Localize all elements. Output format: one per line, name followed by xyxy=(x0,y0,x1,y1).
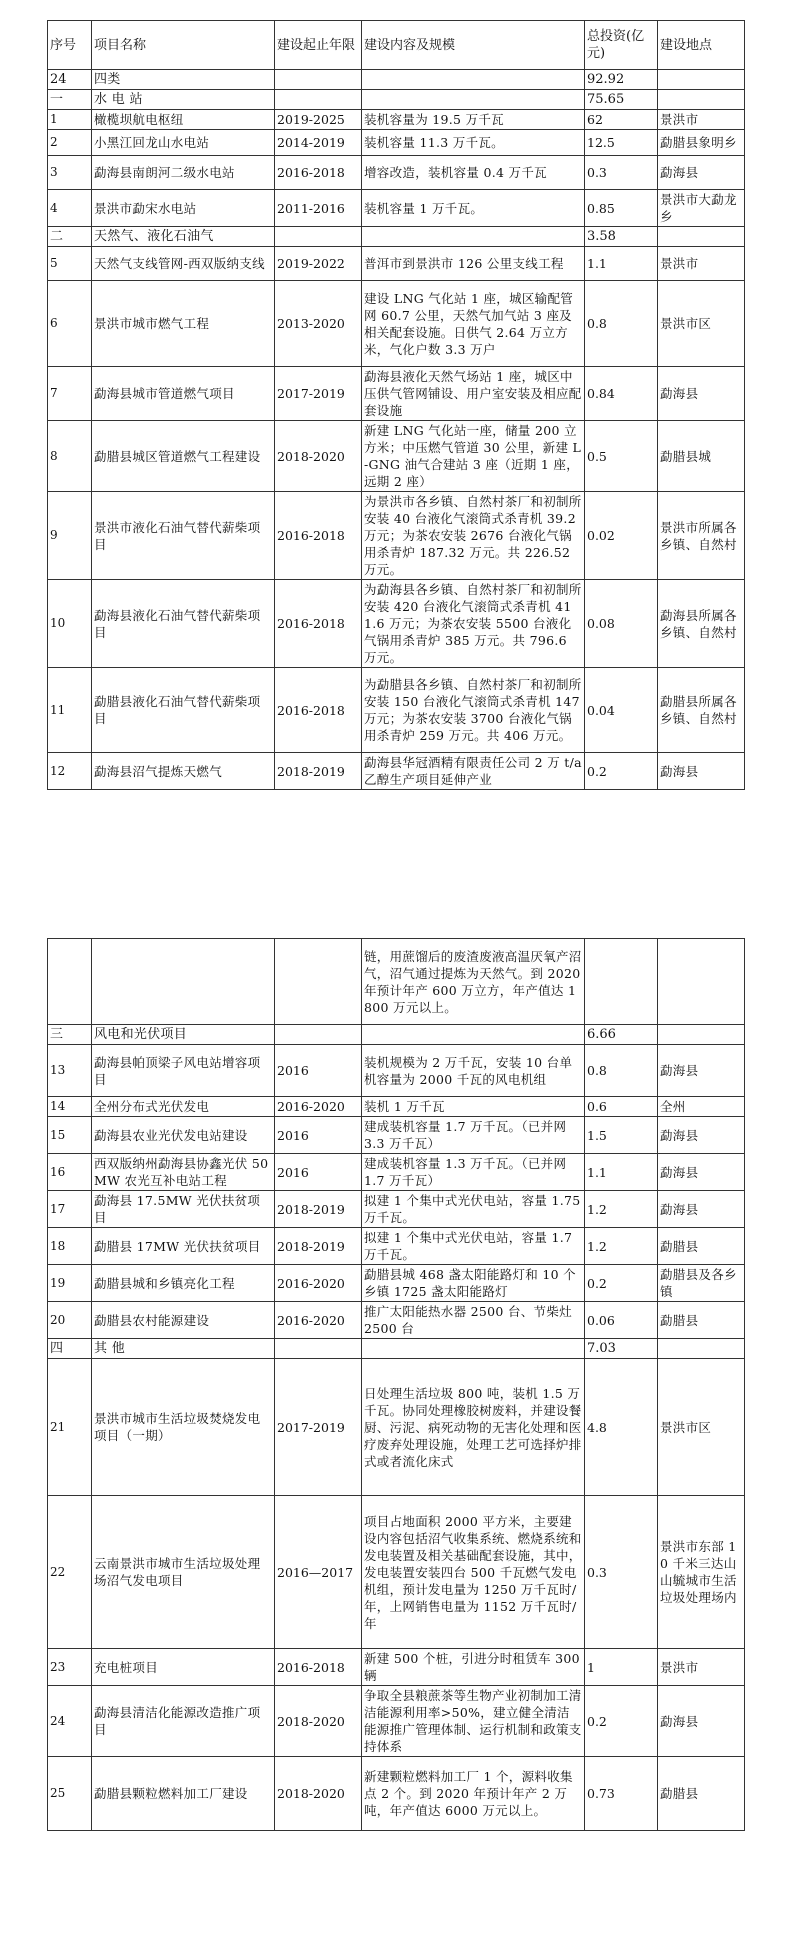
header-investment: 总投资(亿元) xyxy=(585,21,658,70)
cell-location: 勐海县 xyxy=(658,156,745,190)
cell-investment: 3.58 xyxy=(585,227,658,247)
cell-no: 四 xyxy=(48,1339,92,1359)
cell-no: 8 xyxy=(48,421,92,492)
cell-content: 增容改造，装机容量 0.4 万千瓦 xyxy=(362,156,585,190)
cell-years: 2016-2018 xyxy=(275,1649,362,1686)
cell-project-name: 勐腊县城和乡镇亮化工程 xyxy=(92,1265,275,1302)
cell-years: 2013-2020 xyxy=(275,281,362,367)
cell-location: 勐腊县 xyxy=(658,1302,745,1339)
project-table-part1 xyxy=(47,20,745,790)
cell-project-name: 景洪市勐宋水电站 xyxy=(92,190,275,227)
cell-years xyxy=(275,1025,362,1045)
cell-no: 25 xyxy=(48,1757,92,1831)
cell-location: 勐腊县城 xyxy=(658,421,745,492)
cell-investment: 0.04 xyxy=(585,668,658,753)
cell-years: 2016-2020 xyxy=(275,1097,362,1117)
cell-project-name: 云南景洪市城市生活垃圾处理场沼气发电项目 xyxy=(92,1496,275,1649)
cell-project-name: 小黑江回龙山水电站 xyxy=(92,130,275,156)
section-row xyxy=(48,70,745,90)
project-table-part2 xyxy=(47,938,745,1831)
cell-location: 勐腊县所属各乡镇、自然村 xyxy=(658,668,745,753)
cell-location xyxy=(658,90,745,110)
cell-content: 装机 1 万千瓦 xyxy=(362,1097,585,1117)
cell-no: 9 xyxy=(48,492,92,580)
cell-investment: 62 xyxy=(585,110,658,130)
cell-project-name: 其 他 xyxy=(92,1339,275,1359)
table-row xyxy=(48,1045,745,1097)
table-row xyxy=(48,1359,745,1496)
cell-project-name: 勐腊县液化石油气替代薪柴项目 xyxy=(92,668,275,753)
cell-content: 普洱市到景洪市 126 公里支线工程 xyxy=(362,247,585,281)
cell-no: 一 xyxy=(48,90,92,110)
cell-investment: 0.8 xyxy=(585,281,658,367)
cell-content: 为勐海县各乡镇、自然村茶厂和初制所安装 420 台液化气滚筒式杀青机 411.6 万元；为茶农安装 5500 台液化气锅用杀青炉 385 万元。共 796.6 万元。 xyxy=(362,580,585,668)
table-row xyxy=(48,1228,745,1265)
cell-content: 新建 LNG 气化站一座，储量 200 立方米；中压燃气管道 30 公里，新建 L-GNG 油气合建站 3 座（近期 1 座，远期 2 座） xyxy=(362,421,585,492)
cell-no: 21 xyxy=(48,1359,92,1496)
cell-location: 勐腊县 xyxy=(658,1228,745,1265)
cell-investment: 0.84 xyxy=(585,367,658,421)
cell-location xyxy=(658,1339,745,1359)
table-row xyxy=(48,110,745,130)
cell-no: 23 xyxy=(48,1649,92,1686)
cell-no: 16 xyxy=(48,1154,92,1191)
cell-investment: 75.65 xyxy=(585,90,658,110)
cell-years: 2016 xyxy=(275,1045,362,1097)
cell-project-name: 橄榄坝航电枢纽 xyxy=(92,110,275,130)
cell-years: 2016-2018 xyxy=(275,492,362,580)
cell-project-name: 勐腊县颗粒燃料加工厂建设 xyxy=(92,1757,275,1831)
cell-no: 10 xyxy=(48,580,92,668)
cell-location: 勐海县 xyxy=(658,1686,745,1757)
cell-years: 2017-2019 xyxy=(275,367,362,421)
cell-project-name: 风电和光伏项目 xyxy=(92,1025,275,1045)
cell-project-name: 勐腊县农村能源建设 xyxy=(92,1302,275,1339)
cell-location: 景洪市区 xyxy=(658,1359,745,1496)
cell-project-name xyxy=(92,939,275,1025)
cell-no: 7 xyxy=(48,367,92,421)
cell-years: 2016-2018 xyxy=(275,580,362,668)
cell-content: 争取全县粮蔗茶等生物产业初制加工清洁能源利用率>50%，建立健全清洁能源推广管理体制、运行机制和政策支持体系 xyxy=(362,1686,585,1757)
section-row xyxy=(48,1025,745,1045)
cell-years: 2019-2022 xyxy=(275,247,362,281)
cell-content: 装机容量为 19.5 万千瓦 xyxy=(362,110,585,130)
cell-content: 勐海县华冠酒精有限责任公司 2 万 t/a 乙醇生产项目延伸产业 xyxy=(362,753,585,790)
table-row xyxy=(48,281,745,367)
cell-years: 2018-2019 xyxy=(275,1191,362,1228)
cell-investment: 1.2 xyxy=(585,1191,658,1228)
cell-project-name: 勐海县 17.5MW 光伏扶贫项目 xyxy=(92,1191,275,1228)
cell-no: 14 xyxy=(48,1097,92,1117)
cell-location: 勐海县 xyxy=(658,753,745,790)
cell-location: 景洪市 xyxy=(658,1649,745,1686)
cell-no: 5 xyxy=(48,247,92,281)
table-row xyxy=(48,1117,745,1154)
cell-years: 2016—2017 xyxy=(275,1496,362,1649)
cell-location: 景洪市所属各乡镇、自然村 xyxy=(658,492,745,580)
table-row xyxy=(48,580,745,668)
cell-investment: 0.73 xyxy=(585,1757,658,1831)
cell-location: 景洪市区 xyxy=(658,281,745,367)
table-row xyxy=(48,753,745,790)
cell-investment: 0.8 xyxy=(585,1045,658,1097)
cell-years: 2016-2020 xyxy=(275,1302,362,1339)
cell-content xyxy=(362,1339,585,1359)
table-row xyxy=(48,1154,745,1191)
cell-content: 勐海县液化天然气场站 1 座，城区中压供气管网铺设、用户室安装及相应配套设施 xyxy=(362,367,585,421)
cell-investment: 92.92 xyxy=(585,70,658,90)
cell-investment: 1 xyxy=(585,1649,658,1686)
cell-no: 20 xyxy=(48,1302,92,1339)
cell-content: 装机容量 11.3 万千瓦。 xyxy=(362,130,585,156)
cell-project-name: 勐海县城市管道燃气项目 xyxy=(92,367,275,421)
cell-project-name: 景洪市城市燃气工程 xyxy=(92,281,275,367)
cell-years: 2016-2018 xyxy=(275,156,362,190)
cell-project-name: 勐海县沼气提炼天燃气 xyxy=(92,753,275,790)
cell-investment: 0.3 xyxy=(585,156,658,190)
table-row xyxy=(48,130,745,156)
cell-years: 2016 xyxy=(275,1117,362,1154)
cell-years: 2016-2018 xyxy=(275,668,362,753)
cell-investment: 0.08 xyxy=(585,580,658,668)
cell-investment: 1.1 xyxy=(585,1154,658,1191)
cell-project-name: 全州分布式光伏发电 xyxy=(92,1097,275,1117)
cell-investment: 0.2 xyxy=(585,1265,658,1302)
cell-investment: 0.2 xyxy=(585,1686,658,1757)
cell-no: 2 xyxy=(48,130,92,156)
section-row xyxy=(48,227,745,247)
cell-years xyxy=(275,90,362,110)
cell-years: 2016 xyxy=(275,1154,362,1191)
cell-years xyxy=(275,1339,362,1359)
cell-years: 2019-2025 xyxy=(275,110,362,130)
cell-no: 6 xyxy=(48,281,92,367)
table-row xyxy=(48,247,745,281)
cell-content xyxy=(362,70,585,90)
cell-location: 勐海县 xyxy=(658,1191,745,1228)
table-row xyxy=(48,1265,745,1302)
table-row xyxy=(48,1302,745,1339)
cell-investment: 0.2 xyxy=(585,753,658,790)
cell-location xyxy=(658,1025,745,1045)
table-header-row xyxy=(48,21,745,70)
cell-location: 景洪市大勐龙乡 xyxy=(658,190,745,227)
cell-content: 新建 500 个桩，引进分时租赁车 300 辆 xyxy=(362,1649,585,1686)
cell-no: 13 xyxy=(48,1045,92,1097)
cell-content: 装机规模为 2 万千瓦，安装 10 台单机容量为 2000 千瓦的风电机组 xyxy=(362,1045,585,1097)
cell-no: 24 xyxy=(48,1686,92,1757)
cell-investment: 0.6 xyxy=(585,1097,658,1117)
cell-no xyxy=(48,939,92,1025)
cell-investment: 1.1 xyxy=(585,247,658,281)
table-row xyxy=(48,1496,745,1649)
cell-no: 二 xyxy=(48,227,92,247)
cell-project-name: 勐海县南朗河二级水电站 xyxy=(92,156,275,190)
cell-no: 11 xyxy=(48,668,92,753)
cell-content xyxy=(362,1025,585,1045)
cell-years: 2011-2016 xyxy=(275,190,362,227)
cell-years xyxy=(275,227,362,247)
cell-investment: 4.8 xyxy=(585,1359,658,1496)
cell-location: 景洪市 xyxy=(658,110,745,130)
cell-no: 22 xyxy=(48,1496,92,1649)
cell-project-name: 水 电 站 xyxy=(92,90,275,110)
cell-location: 勐海县 xyxy=(658,1154,745,1191)
cell-project-name: 勐腊县 17MW 光伏扶贫项目 xyxy=(92,1228,275,1265)
cell-content xyxy=(362,227,585,247)
cell-location xyxy=(658,939,745,1025)
table-row xyxy=(48,492,745,580)
cell-project-name: 勐海县清洁化能源改造推广项目 xyxy=(92,1686,275,1757)
cell-investment: 0.85 xyxy=(585,190,658,227)
cell-no: 1 xyxy=(48,110,92,130)
cell-no: 24 xyxy=(48,70,92,90)
cell-investment: 0.06 xyxy=(585,1302,658,1339)
cell-location xyxy=(658,70,745,90)
cell-content: 拟建 1 个集中式光伏电站，容量 1.7 万千瓦。 xyxy=(362,1228,585,1265)
cell-content: 装机容量 1 万千瓦。 xyxy=(362,190,585,227)
cell-years: 2017-2019 xyxy=(275,1359,362,1496)
cell-content: 为勐腊县各乡镇、自然村茶厂和初制所安装 150 台液化气滚筒式杀青机 147 万元；为茶农安装 3700 台液化气锅用杀青炉 259 万元。共 406 万元。 xyxy=(362,668,585,753)
cell-no: 19 xyxy=(48,1265,92,1302)
table-row xyxy=(48,1649,745,1686)
cell-location: 勐海县 xyxy=(658,1117,745,1154)
cell-location: 勐腊县 xyxy=(658,1757,745,1831)
cell-project-name: 四类 xyxy=(92,70,275,90)
table-row xyxy=(48,367,745,421)
cell-location: 勐腊县象明乡 xyxy=(658,130,745,156)
cell-no: 3 xyxy=(48,156,92,190)
cell-investment: 1.2 xyxy=(585,1228,658,1265)
cell-investment: 1.5 xyxy=(585,1117,658,1154)
cell-content: 链，用蔗馏后的废渣废液高温厌氧产沼气，沼气通过提炼为天然气。到 2020 年预计年产 600 万立方，年产值达 1800 万元以上。 xyxy=(362,939,585,1025)
section-row xyxy=(48,1339,745,1359)
cell-no: 12 xyxy=(48,753,92,790)
cell-content: 建设 LNG 气化站 1 座，城区输配管网 60.7 公里，天然气加气站 3 座及相关配套设施。日供气 2.64 万立方米，气化户数 3.3 万户 xyxy=(362,281,585,367)
table-row xyxy=(48,421,745,492)
cell-location: 全州 xyxy=(658,1097,745,1117)
cell-investment xyxy=(585,939,658,1025)
cell-content: 为景洪市各乡镇、自然村茶厂和初制所安装 40 台液化气滚筒式杀青机 39.2 万元；为茶农安装 2676 台液化气锅用杀青炉 187.32 万元。共 226.52 万元。 xyxy=(362,492,585,580)
cell-project-name: 充电桩项目 xyxy=(92,1649,275,1686)
cell-content: 推广太阳能热水器 2500 台、节柴灶 2500 台 xyxy=(362,1302,585,1339)
cell-project-name: 景洪市城市生活垃圾焚烧发电项目（一期） xyxy=(92,1359,275,1496)
cell-content xyxy=(362,90,585,110)
cell-project-name: 勐海县帕顶梁子风电站增容项目 xyxy=(92,1045,275,1097)
cell-years: 2018-2019 xyxy=(275,753,362,790)
cell-project-name: 景洪市液化石油气替代薪柴项目 xyxy=(92,492,275,580)
cell-project-name: 天然气支线管网-西双版纳支线 xyxy=(92,247,275,281)
cell-investment: 0.5 xyxy=(585,421,658,492)
cell-content: 建成装机容量 1.3 万千瓦。（已并网 1.7 万千瓦） xyxy=(362,1154,585,1191)
table-row xyxy=(48,1686,745,1757)
cell-content: 勐腊县城 468 盏太阳能路灯和 10 个乡镇 1725 盏太阳能路灯 xyxy=(362,1265,585,1302)
header-content: 建设内容及规模 xyxy=(362,21,585,70)
cell-location: 勐海县所属各乡镇、自然村 xyxy=(658,580,745,668)
cell-project-name: 勐腊县城区管道燃气工程建设 xyxy=(92,421,275,492)
cell-years: 2014-2019 xyxy=(275,130,362,156)
cell-no: 15 xyxy=(48,1117,92,1154)
cell-no: 4 xyxy=(48,190,92,227)
table-row xyxy=(48,668,745,753)
cell-investment: 0.02 xyxy=(585,492,658,580)
cell-investment: 0.3 xyxy=(585,1496,658,1649)
table-row xyxy=(48,1191,745,1228)
cell-location: 景洪市 xyxy=(658,247,745,281)
cell-content: 项目占地面积 2000 平方米，主要建设内容包括沼气收集系统、燃烧系统和发电装置及相关基础配套设施，其中，发电装置安装四台 500 千瓦燃气发电机组，预计发电量为 1250 万千瓦时/年，上网销售电量为 1152 万千瓦时/年 xyxy=(362,1496,585,1649)
cell-project-name: 天然气、液化石油气 xyxy=(92,227,275,247)
cell-content: 新建颗粒燃料加工厂 1 个，源料收集点 2 个。到 2020 年预计年产 2 万吨，年产值达 6000 万元以上。 xyxy=(362,1757,585,1831)
cell-location: 勐腊县及各乡镇 xyxy=(658,1265,745,1302)
table-row xyxy=(48,939,745,1025)
cell-years: 2018-2020 xyxy=(275,1757,362,1831)
cell-location: 勐海县 xyxy=(658,1045,745,1097)
cell-no: 三 xyxy=(48,1025,92,1045)
cell-years: 2018-2020 xyxy=(275,421,362,492)
header-years: 建设起止年限 xyxy=(275,21,362,70)
table-row xyxy=(48,190,745,227)
cell-investment: 6.66 xyxy=(585,1025,658,1045)
header-location: 建设地点 xyxy=(658,21,745,70)
header-no: 序号 xyxy=(48,21,92,70)
cell-years: 2016-2020 xyxy=(275,1265,362,1302)
table-row xyxy=(48,1097,745,1117)
cell-project-name: 勐海县液化石油气替代薪柴项目 xyxy=(92,580,275,668)
cell-investment: 12.5 xyxy=(585,130,658,156)
cell-location xyxy=(658,227,745,247)
cell-location: 勐海县 xyxy=(658,367,745,421)
section-row xyxy=(48,90,745,110)
cell-years xyxy=(275,939,362,1025)
cell-years xyxy=(275,70,362,90)
cell-years: 2018-2019 xyxy=(275,1228,362,1265)
cell-content: 拟建 1 个集中式光伏电站，容量 1.75 万千瓦。 xyxy=(362,1191,585,1228)
cell-project-name: 西双版纳州勐海县协鑫光伏 50MW 农光互补电站工程 xyxy=(92,1154,275,1191)
cell-investment: 7.03 xyxy=(585,1339,658,1359)
cell-years: 2018-2020 xyxy=(275,1686,362,1757)
cell-project-name: 勐海县农业光伏发电站建设 xyxy=(92,1117,275,1154)
cell-no: 17 xyxy=(48,1191,92,1228)
cell-content: 日处理生活垃圾 800 吨，装机 1.5 万千瓦。协同处理橡胶树废料，并建设餐厨、污泥、病死动物的无害化处理和医疗废弃处理设施，处理工艺可选择炉排式或者流化床式 xyxy=(362,1359,585,1496)
cell-no: 18 xyxy=(48,1228,92,1265)
cell-content: 建成装机容量 1.7 万千瓦。（已并网 3.3 万千瓦） xyxy=(362,1117,585,1154)
table-row xyxy=(48,1757,745,1831)
cell-location: 景洪市东部 10 千米三达山山毓城市生活垃圾处理场内 xyxy=(658,1496,745,1649)
header-name: 项目名称 xyxy=(92,21,275,70)
table-row xyxy=(48,156,745,190)
